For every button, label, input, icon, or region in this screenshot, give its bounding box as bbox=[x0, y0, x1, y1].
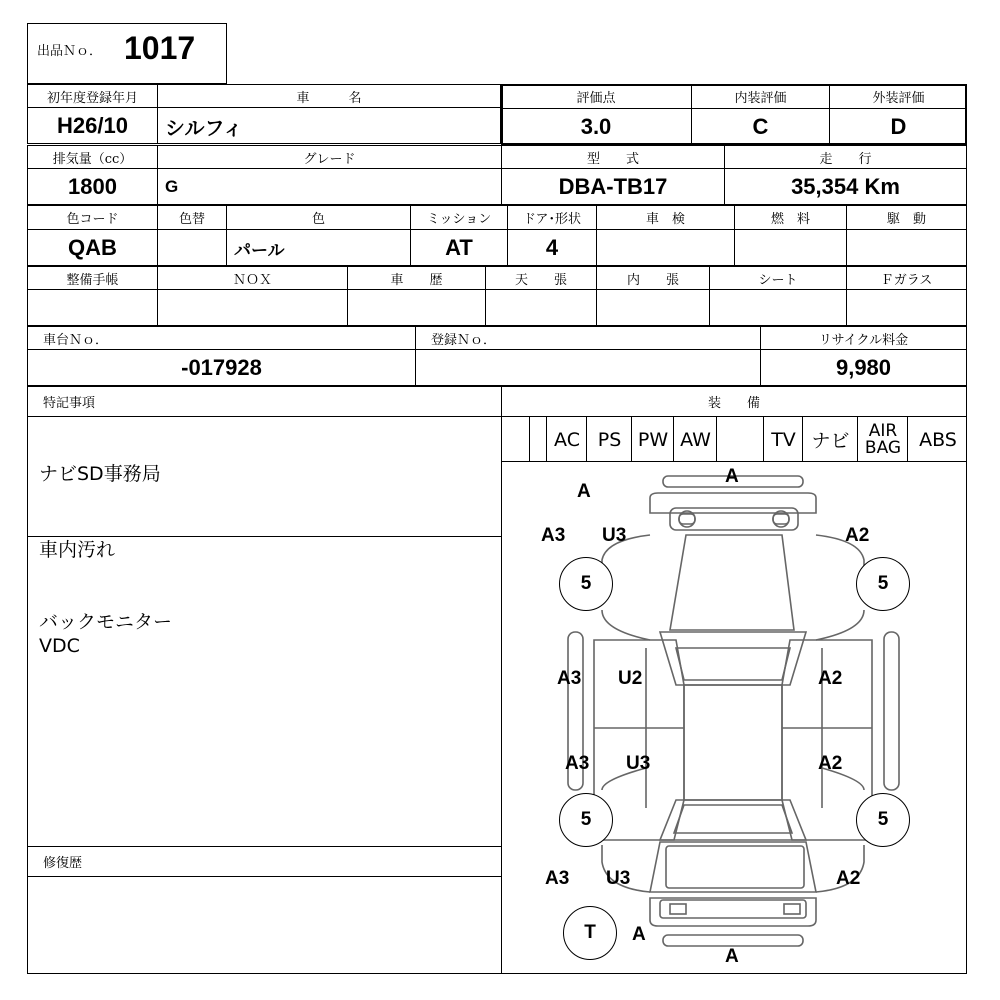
reg-no-label: 登録Ｎｏ． bbox=[431, 332, 497, 348]
mileage-label: 走 行 bbox=[819, 151, 872, 167]
recycle-label: リサイクル料金 bbox=[818, 332, 909, 348]
equipment-item: AC bbox=[546, 417, 587, 462]
trunk bbox=[650, 842, 816, 892]
right-headlamp-inner bbox=[773, 514, 789, 524]
mark-trunk-left: A bbox=[632, 924, 646, 945]
lining-label: 内 張 bbox=[626, 272, 679, 288]
equipment-item: AW bbox=[673, 417, 717, 462]
mark-front-door-left-under: U2 bbox=[618, 668, 643, 689]
exterior-value: D bbox=[890, 114, 907, 139]
exterior-label: 外装評価 bbox=[872, 91, 925, 106]
color-change-label: 色替 bbox=[178, 212, 205, 227]
remarks-notes-bottom bbox=[39, 538, 172, 658]
lot-label: 出品Ｎｏ． bbox=[37, 44, 103, 59]
remark-line: バックモニター bbox=[39, 611, 173, 633]
mark-rear-bumper: A bbox=[725, 946, 739, 967]
color-code-label: 色コード bbox=[66, 212, 119, 227]
mark-rear-left-under: U3 bbox=[606, 868, 631, 889]
lining-value bbox=[596, 290, 710, 326]
roof-value bbox=[485, 290, 597, 326]
car-diagram bbox=[501, 462, 967, 972]
equipment-item: ABS bbox=[907, 417, 968, 462]
right-side-moulding bbox=[884, 632, 899, 790]
mark-rear-door-right: A2 bbox=[818, 753, 843, 774]
service-value bbox=[27, 290, 158, 326]
remarks-label: 特記事項 bbox=[43, 396, 96, 411]
fglass-value bbox=[846, 290, 967, 326]
tyre-rear-left: 5 bbox=[559, 793, 613, 847]
rear-bumper-strip bbox=[663, 935, 803, 946]
equipment-label: 装 備 bbox=[707, 396, 760, 411]
trunk-lid bbox=[666, 846, 804, 888]
car-name-value: シルフィ bbox=[165, 117, 243, 140]
model-value: DBA-TB17 bbox=[558, 174, 668, 199]
windshield-inner bbox=[676, 648, 790, 680]
tyre-spare: T bbox=[563, 906, 617, 960]
grade-value: G bbox=[165, 177, 179, 196]
displacement-label: 排気量（cc） bbox=[52, 151, 133, 167]
seat-label: シート bbox=[758, 272, 798, 288]
roof-label: 天 張 bbox=[514, 272, 567, 288]
remark-line: 車内汚れ bbox=[39, 539, 116, 561]
rear-window-inner bbox=[674, 805, 792, 833]
score-label: 評価点 bbox=[576, 91, 616, 106]
tyre-rear-right: 5 bbox=[856, 793, 910, 847]
color-change-value bbox=[157, 230, 227, 266]
right-front-wheel-arch bbox=[816, 610, 864, 640]
first-reg-label: 初年度登録年月 bbox=[46, 90, 138, 106]
mark-hood-right-front: A2 bbox=[845, 525, 870, 546]
mark-front-door-left: A3 bbox=[557, 668, 582, 689]
equipment-item: ナビ bbox=[802, 417, 858, 462]
equipment-item: TV bbox=[763, 417, 803, 462]
car-name-label: 車 名 bbox=[296, 90, 362, 106]
nox-value bbox=[157, 290, 348, 326]
displacement-value: 1800 bbox=[68, 174, 117, 199]
color-label: 色 bbox=[311, 212, 325, 227]
drive-label: 駆 動 bbox=[886, 212, 926, 227]
drive-value bbox=[846, 230, 967, 266]
left-front-wheel-arch bbox=[602, 610, 650, 640]
lot-number-box bbox=[27, 23, 227, 84]
mark-front-bumper: A bbox=[725, 466, 739, 487]
interior-value: C bbox=[752, 114, 769, 139]
chassis-label: 車台Ｎｏ． bbox=[43, 332, 109, 348]
rear-right-lamp bbox=[784, 904, 800, 914]
mission-label: ミッション bbox=[426, 212, 492, 227]
door-label: ドア･形状 bbox=[522, 212, 582, 227]
repair-label: 修復歴 bbox=[43, 856, 83, 871]
first-reg-value: H26/10 bbox=[57, 113, 128, 138]
seat-value bbox=[709, 290, 847, 326]
equipment-item bbox=[529, 417, 547, 462]
left-headlamp-inner bbox=[679, 514, 695, 524]
tyre-front-left: 5 bbox=[559, 557, 613, 611]
fuel-value bbox=[734, 230, 847, 266]
equipment-item: PS bbox=[586, 417, 632, 462]
history-label: 車 歴 bbox=[390, 272, 443, 288]
lot-number: 1017 bbox=[124, 30, 196, 66]
mark-rear-left-corner: A3 bbox=[545, 868, 570, 889]
mileage-value: 35,354 Km bbox=[791, 174, 900, 199]
mark-rear-door-left: A3 bbox=[565, 753, 590, 774]
reg-no-value bbox=[415, 350, 761, 386]
color-value: パール bbox=[234, 240, 285, 260]
mark-front-door-right: A2 bbox=[818, 668, 843, 689]
hood bbox=[670, 535, 794, 630]
remark-line bbox=[39, 562, 172, 586]
history-value bbox=[347, 290, 486, 326]
equipment-item-line: BAG bbox=[864, 437, 902, 458]
grade-label: グレード bbox=[303, 151, 356, 167]
door-value: 4 bbox=[545, 235, 559, 260]
chassis-value: -017928 bbox=[181, 355, 262, 380]
equipment-item: PW bbox=[631, 417, 674, 462]
inspection-label: 車 検 bbox=[645, 212, 685, 227]
mark-rear-door-left-under: U3 bbox=[626, 753, 651, 774]
remark-line: VDC bbox=[39, 635, 80, 657]
remarks-divider bbox=[27, 536, 502, 537]
mark-hood-left-front: A3 bbox=[541, 525, 566, 546]
rear-bumper bbox=[650, 898, 816, 926]
score-value: 3.0 bbox=[580, 114, 612, 139]
equipment-item bbox=[716, 417, 764, 462]
equipment-item bbox=[857, 417, 908, 462]
interior-label: 内装評価 bbox=[734, 91, 787, 106]
remarks-notes-top bbox=[39, 462, 161, 486]
color-code-value: QAB bbox=[68, 235, 117, 260]
mission-value: AT bbox=[445, 235, 473, 260]
rear-left-lamp bbox=[670, 904, 686, 914]
mark-rear-right-corner: A2 bbox=[836, 868, 861, 889]
mark-front-left-corner: A bbox=[577, 481, 591, 502]
tyre-front-right: 5 bbox=[856, 557, 910, 611]
recycle-value: 9,980 bbox=[835, 355, 892, 380]
roof bbox=[684, 685, 782, 800]
remark-line: ナビSD事務局 bbox=[39, 463, 161, 485]
model-label: 型 式 bbox=[586, 151, 639, 167]
nox-label: ＮＯＸ bbox=[232, 272, 272, 288]
inspection-value bbox=[596, 230, 735, 266]
service-label: 整備手帳 bbox=[66, 272, 119, 288]
fuel-label: 燃 料 bbox=[770, 212, 810, 227]
remark-line bbox=[39, 586, 172, 610]
mark-hood-left-under: U3 bbox=[602, 525, 627, 546]
front-bumper bbox=[650, 493, 816, 513]
equipment-item-line: AIR bbox=[868, 420, 898, 441]
fglass-label: Ｆガラス bbox=[880, 272, 933, 288]
